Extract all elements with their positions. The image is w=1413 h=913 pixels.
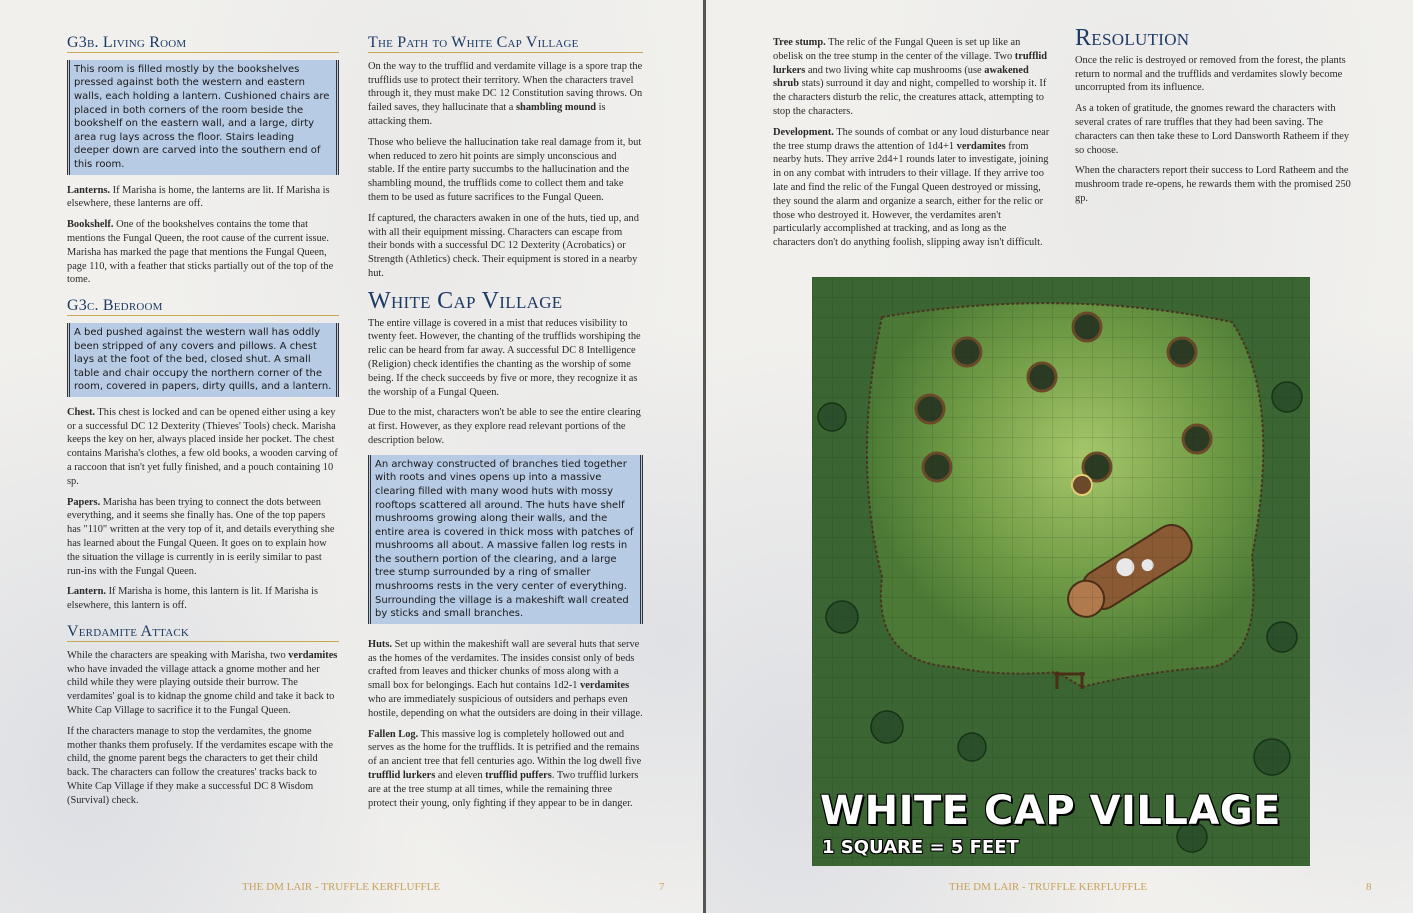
heading-verdamite-attack: Verdamite Attack: [67, 625, 339, 642]
heading-white-cap-village: White Cap Village: [368, 287, 563, 314]
paragraph-papers: Papers. Marisha has been trying to connect the dots between everything, and it seems she finally has. One of the top papers has "110" written at the very top of it, and details everything she has learned about the Fungal Queen. It goes on to explain how the situation the village is currently in is eerily similar to past run-ins with the Fungal Queen.: [67, 496, 335, 577]
paragraph-path-1: On the way to the trufflid and verdamite village is a spore trap the trufflids use to protect their territory. When the characters travel through it, they must make DC 12 Constitution saving throws. On failed saves, they hallucinate that a shambling mound is attacking them.: [368, 60, 643, 127]
paragraph-resolution-2: As a token of gratitude, the gnomes reward the characters with several crates of rare truffles that they had been saving. The characters can then take these to Lord Dansworth Ratheem if they so choose.: [1075, 103, 1350, 156]
paragraph-chest: Chest. This chest is locked and can be opened either using a key or a successful DC 12 Dexterity (Thieves' Tools) check. Marisha keeps the key on her, always placed inside her pocket. The chest contains Marisha's clothes, a few old books, a wooden carving of a raccoon that isn't yet fully finished, and a pouch containing 10 sp.: [67, 406, 338, 487]
footer-title-left: THE DM LAIR - TRUFFLE KERFLUFFLE: [242, 881, 441, 893]
paragraph-tree-stump: Tree stump. The relic of the Fungal Queen is set up like an obelisk on the tree stump in the center of the village. Two trufflid lurkers and two living white cap mushrooms (use awakened shrub stats) surround it day and night, compelled to worship it. If the characters disturb the relic, the creatures attack, attempting to stop the characters.: [773, 37, 1048, 117]
paragraph-lanterns: Lanterns. If Marisha is home, the lanterns are lit. If Marisha is elsewhere, these lanterns are off.: [67, 184, 330, 210]
right-page-left-column: [773, 36, 1050, 257]
boxed-text-living-room: This room is filled mostly by the bookshelves pressed against both the western and eastern walls, each holding a lantern. Cushioned chairs are placed in both corners of the room beside the bookshelf on the eastern wall, and a large, dirty area rug lays across the floor. Stairs leading deeper down are carved into the southern end of this room.: [67, 60, 339, 175]
paragraph-village-2: Due to the mist, characters won't be able to see the entire clearing at first. However, as they explore read relevant portions of the description below.: [368, 407, 641, 446]
paragraph-verdamite-1: While the characters are speaking with Marisha, two verdamites who have invaded the village attack a gnome mother and her child while they were playing outside their burrow. The verdamites' goal is to kidnap the gnome child and take it back to White Cap Village to sacrifice it to the Fungal Queen.: [67, 649, 338, 717]
paragraph-lantern: Lantern. If Marisha is home, this lantern is lit. If Marisha is elsewhere, this lantern is off.: [67, 586, 319, 612]
boxed-text-village: An archway constructed of branches tied together with roots and vines opens up into a massive clearing filled with many wood huts with mossy rooftops scattered all around. The huts have shelf mushrooms growing along their walls, and the entire area is covered in thick moss with patches of mushrooms all about. A massive fallen log rests in the southern portion of the clearing, and a large tree stump surrounded by a ring of smaller mushrooms rests in the very center of everything. Surrounding the village is a makeshift wall created by sticks and small branches.: [368, 455, 643, 624]
paragraph-huts: Huts. Set up within the makeshift wall are several huts that serve as the homes of the verdamites. The insides consist only of beds crafted from leaves and thicker chunks of moss along with a small box for belongings. Each hut contains 1d2-1 verdamites who are immediately suspicious of outsiders and perhaps even hostile, depending on what the outsiders are doing in their village.: [368, 638, 643, 719]
left-page: [0, 0, 704, 913]
right-column: [368, 36, 643, 817]
map-grid: [812, 277, 1310, 866]
paragraph-path-2: Those who believe the hallucination take real damage from it, but when reduced to zero hit points are simply unconscious and stable. If the entire party succumbs to the hallucination and the shambling mound, the trufflids come to collect them and take them to be used as future sacrifices to the Fungal Queen.: [368, 136, 642, 203]
page-number-right: 8: [1366, 881, 1372, 893]
heading-living-room: G3b. Living Room: [67, 36, 339, 53]
paragraph-development: Development. The sounds of combat or any loud disturbance near the tree stump draws the attention of 1d4+1 verdamites from nearby huts. They arrive 2d4+1 rounds later to investigate, joining in on any combat with intruders to their village. If they arrive too late and find the relic of the Fungal Queen destroyed or missing, they sound the alarm and organize a search, either for the relic or those who destroyed it. However, the verdamites aren't particularly accomplished at tracking, and as long as the characters don't do anything foolish, slipping away isn't difficult.: [773, 126, 1050, 249]
map-illustration: [812, 277, 1310, 866]
boxed-text-bedroom: A bed pushed against the western wall has oddly been stripped of any covers and pillows. A chest lays at the foot of the bed, closed shut. A small table and chair occupy the northern corner of the room, covered in papers, dirty quills, and a lantern.: [67, 323, 339, 397]
paragraph-resolution-1: Once the relic is destroyed or removed from the forest, the plants return to normal and the trufflids and verdamites slowly become uncorrupted from its influence.: [1075, 54, 1346, 94]
paragraph-resolution-3: When the characters report their success to Lord Ratheem and the mushroom trade re-opens, he rewards them with the promised 250 gp.: [1075, 165, 1351, 204]
left-column: [67, 36, 339, 815]
paragraph-bookshelf: Bookshelf. One of the bookshelves contains the tome that mentions the Fungal Queen, the root cause of the current issue. Marisha has marked the page that mentions the Fungal Queen, page 110, with a feather that sticks partially out of the top of the tome.: [67, 219, 334, 286]
heading-path: The Path to White Cap Village: [368, 36, 643, 53]
right-page-right-column: [1075, 25, 1351, 213]
right-page: [706, 0, 1413, 913]
page-number-left: 7: [659, 881, 665, 893]
paragraph-village-1: The entire village is covered in a mist that reduces visibility to twenty feet. However, the chanting of the trufflids worshiping the relic can be heard from far away. A successful DC 8 Intelligence (Religion) check identifies the chanting as the worship of some being. If the check succeeds by five or more, they recognize it as the worship of a Fungal Queen.: [368, 317, 641, 398]
paragraph-path-3: If captured, the characters awaken in one of the huts, tied up, and with all their equipment missing. Characters can escape from their bonds with a successful DC 12 Dexterity (Acrobatics) or Strength (Athletics) check. Their equipment is stored in a nearby hut.: [368, 212, 639, 279]
heading-bedroom: G3c. Bedroom: [67, 299, 339, 316]
map-scale: 1 SQUARE = 5 FEET: [822, 837, 1019, 858]
battle-map: [812, 277, 1310, 866]
map-title: WHITE CAP VILLAGE: [820, 788, 1281, 834]
paragraph-fallen-log: Fallen Log. This massive log is completely hollowed out and serves as the home for the trufflids. It is petrified and the remains of an ancient tree that fell centuries ago. Within the log dwell five trufflid lurkers and eleven trufflid puffers. Two trufflid lurkers are at the tree stump at all times, while the remaining three protect their young, only fighting if they appear to be in danger.: [368, 728, 642, 809]
footer-title-right: THE DM LAIR - TRUFFLE KERFLUFFLE: [949, 881, 1148, 893]
heading-resolution: Resolution: [1075, 25, 1190, 51]
paragraph-verdamite-2: If the characters manage to stop the verdamites, the gnome mother thanks them profusely. If the verdamites escape with the child, the gnome parent begs the characters to get their child back. The characters can follow the creatures' tracks back to White Cap Village if they make a successful DC 8 Wisdom (Survival) check.: [67, 725, 333, 806]
